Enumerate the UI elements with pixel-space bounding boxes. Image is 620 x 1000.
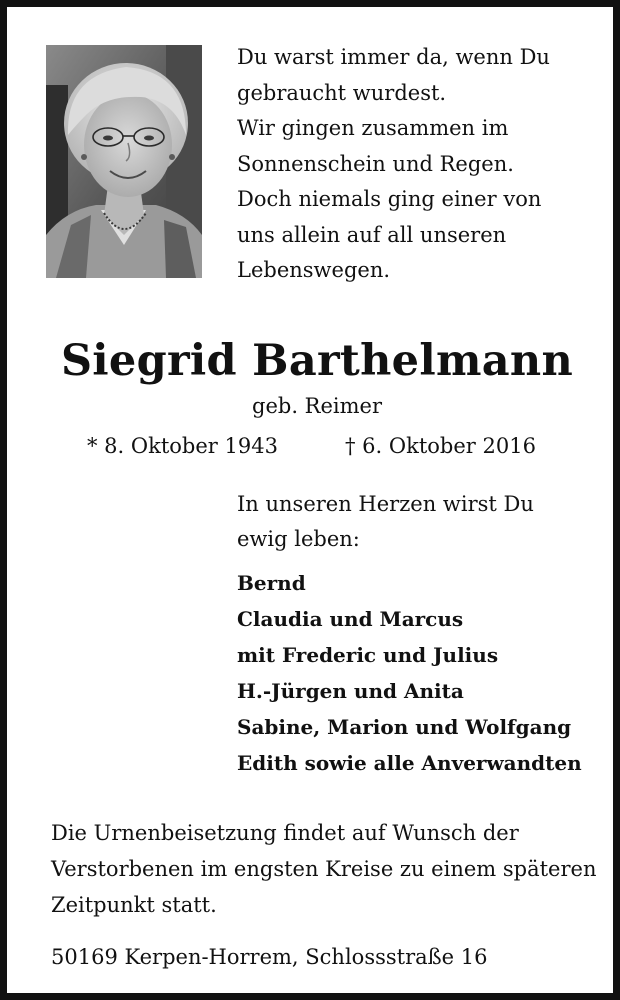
death-date: † 6. Oktober 2016 (345, 434, 536, 458)
memory-line: ewig leben: (237, 527, 360, 551)
family-address: 50169 Kerpen-Horrem, Schlossstraße 16 (51, 945, 488, 969)
deceased-name: Siegrid Barthelmann (60, 336, 574, 386)
poem (237, 40, 567, 289)
mourners-list (237, 565, 582, 781)
memory-line: In unseren Herzen wirst Du (237, 492, 534, 516)
poem-line: Lebenswegen. (237, 258, 391, 282)
mourner-name: H.-Jürgen und Anita (237, 679, 464, 703)
mourner-name: Bernd (237, 571, 306, 595)
notice-line: Verstorbenen im engsten Kreise zu einem späteren (51, 857, 597, 881)
memory-text (237, 487, 534, 557)
portrait-illustration (46, 45, 202, 278)
poem-line: Doch niemals ging einer von (237, 187, 542, 211)
burial-notice (51, 815, 596, 923)
notice-line: Die Urnenbeisetzung findet auf Wunsch der (51, 821, 519, 845)
poem-line: Du warst immer da, wenn Du (237, 45, 550, 69)
maiden-name: geb. Reimer (252, 394, 382, 418)
poem-line: Sonnenschein und Regen. (237, 151, 514, 176)
mourner-name: Edith sowie alle Anverwandten (237, 751, 582, 775)
birth-date: * 8. Oktober 1943 (87, 434, 278, 458)
poem-line: Wir gingen zusammen im (237, 116, 509, 140)
poem-line: gebraucht wurdest. (237, 80, 447, 105)
poem-line: uns allein auf all unseren (237, 222, 507, 247)
mourner-name: Sabine, Marion und Wolfgang (237, 715, 572, 739)
mourner-name: mit Frederic und Julius (237, 643, 499, 667)
mourner-name: Claudia und Marcus (237, 607, 464, 631)
portrait-photo (46, 45, 202, 278)
notice-line: Zeitpunkt statt. (51, 893, 217, 917)
